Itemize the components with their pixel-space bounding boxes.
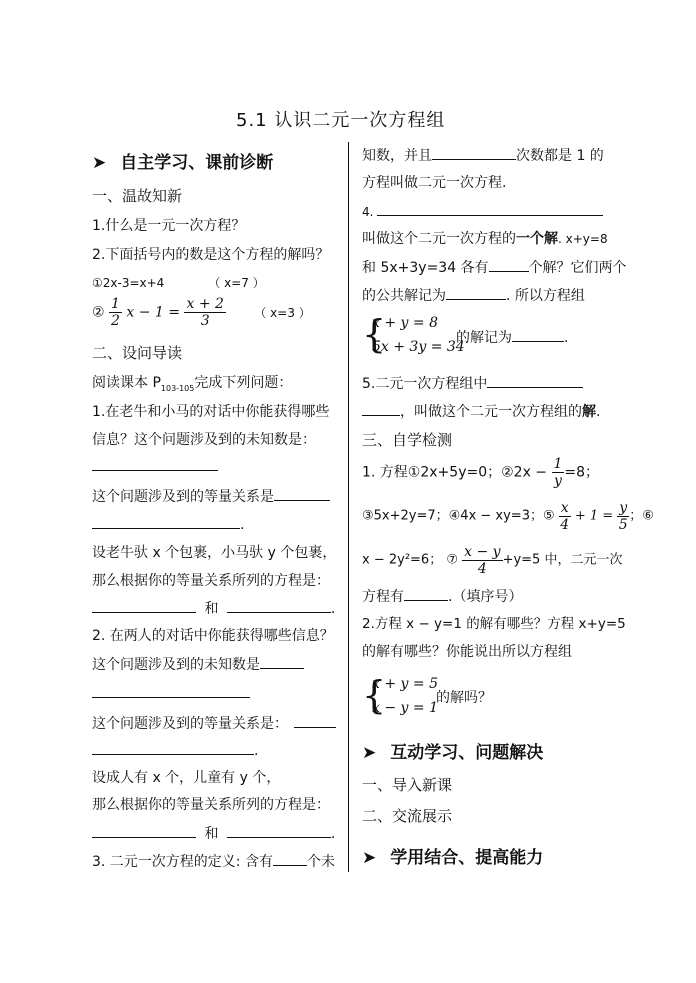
answer-blank[interactable] — [260, 654, 304, 669]
item-4-question: 和 5x+3y=34 各有 个解？它们两个 — [362, 257, 627, 278]
part-self-check: 三、自学检测 — [362, 431, 453, 449]
answer-blank[interactable] — [489, 257, 529, 272]
check-1-line-1: 1. 方程①2x+5y=0；②2x − $\frac{1}{y}$ =8； — [362, 456, 600, 489]
problem-1-blank-line: . — [92, 514, 244, 535]
part-review: 一、温故知新 — [92, 187, 183, 205]
question-2: 2.下面括号内的数是这个方程的解吗？ — [92, 247, 330, 263]
answer-blank[interactable] — [92, 514, 240, 529]
item-5: 5.二元一次方程组中 — [362, 373, 583, 394]
definition-continued: 知数，并且 次数都是 1 的 — [362, 145, 604, 166]
answer-blank[interactable] — [512, 327, 564, 342]
answer-blank[interactable] — [487, 373, 583, 388]
problem-2-blank-line: . — [92, 740, 258, 761]
fraction-x-over-4: $\frac{x}{4}$ — [560, 500, 570, 533]
check-2-line-1: 2.方程 x − y=1 的解有哪些？方程 x+y=5 — [362, 616, 626, 632]
reading-instruction: 阅读课本 $P_{103-105}$完成下列问题： — [92, 375, 293, 393]
arrow-icon: ➤ — [362, 848, 377, 868]
question-1: 1.什么是一元一次方程？ — [92, 218, 246, 234]
answer-blank[interactable] — [274, 486, 330, 501]
problem-1-line-4: 设老牛驮 x 个包裹，小马驮 y 个包裹， — [92, 545, 337, 561]
arrow-icon: ➤ — [362, 743, 377, 763]
item-4-common-solution: 的公共解记为 . 所以方程组 — [362, 285, 585, 306]
fraction-y-over-5: $\frac{y}{5}$ — [618, 500, 628, 533]
equation-2: ② $\frac{1}{2}$ x − 1 = $\frac{x + 2}{3}$ （ x=3 ） — [92, 296, 311, 329]
problem-2-line-2: 这个问题涉及到的未知数是 — [92, 654, 304, 675]
equation-1: ①2x-3=x+4 （ x=7 ） — [92, 276, 265, 290]
answer-blank[interactable] — [227, 823, 331, 838]
left-brace: { — [362, 673, 387, 717]
left-brace: { — [362, 312, 387, 356]
item-4: 4. — [362, 201, 603, 222]
problem-2-line-1: 2. 在两人的对话中你能获得哪些信息？ — [92, 628, 334, 644]
fraction-one-half: $\frac{1}{2}$ — [111, 296, 120, 329]
problem-3-definition: 3. 二元一次方程的定义: 含有 个未 — [92, 851, 335, 872]
item-4-text: 叫做这个二元一次方程的一个解. x+y=8 — [362, 231, 608, 247]
item-5-text: ，叫做这个二元一次方程组的解. — [362, 401, 600, 422]
problem-1-line-1: 1.在老牛和小马的对话中你能获得哪些 — [92, 404, 330, 420]
section-heading-interactive: ➤ 互动学习、问题解决 — [362, 743, 544, 763]
part-exchange: 二、交流展示 — [362, 807, 453, 825]
answer-blank[interactable] — [92, 598, 196, 613]
answer-blank[interactable] — [362, 401, 400, 416]
problem-2-line-4: 设成人有 x 个，儿童有 y 个， — [92, 770, 281, 786]
problem-2-line-5: 那么根据你的等量关系所列的方程是： — [92, 797, 330, 813]
answer-blank[interactable] — [92, 823, 196, 838]
part-introduction: 一、导入新课 — [362, 776, 453, 794]
problem-2-equations: 和 . — [92, 823, 335, 844]
check-2-line-2: 的解有哪些？你能说出所以方程组 — [362, 644, 572, 660]
fraction-x-plus-2-over-3: $\frac{x + 2}{3}$ — [186, 296, 224, 329]
fraction-x-minus-y-over-4: $\frac{x - y}{4}$ — [464, 544, 501, 577]
answer-blank[interactable] — [446, 285, 506, 300]
arrow-icon: ➤ — [92, 153, 107, 173]
column-divider — [348, 142, 349, 872]
check-1-line-3: x − 2y²=6； ⑦ $\frac{x - y}{4}$ +y=5 中，二元一次 — [362, 544, 623, 577]
check-1-line-2: ③5x+2y=7；④4x − xy=3；⑤ $\frac{x}{4}$ + 1 = $\frac{y}{5}$ ；⑥ — [362, 500, 654, 533]
problem-1-line-3: 这个问题涉及到的等量关系是 — [92, 486, 330, 507]
page-title: 5.1 认识二元一次方程组 — [236, 110, 446, 131]
problem-2-line-3: 这个问题涉及到的等量关系是： — [92, 713, 336, 734]
answer-blank[interactable] — [273, 851, 307, 866]
problem-1-equations: 和 . — [92, 598, 335, 619]
fraction-1-over-y: $\frac{1}{y}$ — [553, 456, 563, 489]
answer-blank[interactable] — [92, 470, 218, 471]
problem-1-line-2: 信息？这个问题涉及到的未知数是： — [92, 432, 316, 448]
answer-blank[interactable] — [227, 598, 331, 613]
answer-blank[interactable] — [92, 740, 254, 755]
section-heading-application: ➤ 学用结合、提高能力 — [362, 848, 544, 868]
problem-1-line-5: 那么根据你的等量关系所列的方程是： — [92, 573, 330, 589]
check-1-answer: 方程有 .（填序号） — [362, 586, 522, 607]
answer-blank[interactable] — [432, 145, 516, 160]
section-heading-self-study: ➤ 自主学习、课前诊断 — [92, 153, 274, 173]
answer-blank[interactable] — [404, 586, 448, 601]
answer-blank[interactable] — [294, 713, 336, 728]
answer-blank[interactable] — [92, 697, 250, 698]
definition-end: 方程叫做二元一次方程. — [362, 175, 507, 191]
answer-blank[interactable] — [377, 201, 603, 216]
part-guided-reading: 二、设问导读 — [92, 344, 183, 362]
